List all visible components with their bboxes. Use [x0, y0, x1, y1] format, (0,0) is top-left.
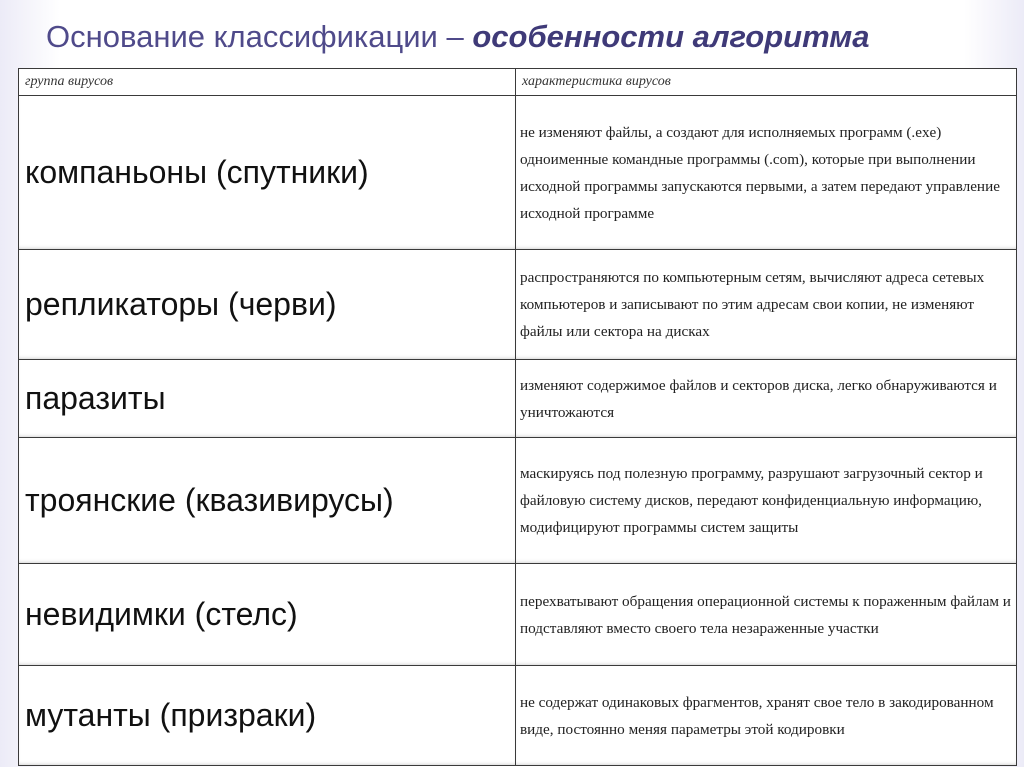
- table-row: [19, 666, 1017, 766]
- table-row: [19, 250, 1017, 360]
- virus-group-name: репликаторы (черви): [19, 250, 516, 360]
- virus-description: не содержат одинаковых фрагментов, хранят свое тело в закодированном виде, постоянно меняя параметры этой кодировки: [516, 666, 1017, 766]
- virus-description: не изменяют файлы, а создают для исполняемых программ (.exe) одноименные командные программы (.com), которые при выполнении исходной программы запускаются первыми, а затем передают управление исходной программе: [516, 96, 1017, 250]
- virus-classification-table: [18, 68, 1017, 766]
- virus-group-name: троянские (квазивирусы): [19, 438, 516, 564]
- header-characteristic: характеристика вирусов: [516, 69, 1017, 96]
- virus-group-name: невидимки (стелс): [19, 564, 516, 666]
- virus-description: распространяются по компьютерным сетям, вычисляют адреса сетевых компьютеров и записывают по этим адресам свои копии, не изменяют файлы или сектора на дисках: [516, 250, 1017, 360]
- virus-group-name: компаньоны (спутники): [19, 96, 516, 250]
- title-bold: особенности алгоритма: [472, 19, 870, 54]
- table-row: [19, 564, 1017, 666]
- virus-description: перехватывают обращения операционной системы к пораженным файлам и подставляют вместо своего тела незараженные участки: [516, 564, 1017, 666]
- virus-group-name: мутанты (призраки): [19, 666, 516, 766]
- slide-title: [46, 14, 869, 60]
- table-row: [19, 96, 1017, 250]
- title-normal: Основание классификации –: [46, 19, 473, 54]
- table-row: [19, 438, 1017, 564]
- virus-description: изменяют содержимое файлов и секторов диска, легко обнаруживаются и уничтожаются: [516, 360, 1017, 438]
- header-group: группа вирусов: [19, 69, 516, 96]
- table-header-row: [19, 69, 1017, 96]
- virus-description: маскируясь под полезную программу, разрушают загрузочный сектор и файловую систему дисков, передают конфиденциальную информацию, модифицируют программы систем защиты: [516, 438, 1017, 564]
- table-row: [19, 360, 1017, 438]
- virus-group-name: паразиты: [19, 360, 516, 438]
